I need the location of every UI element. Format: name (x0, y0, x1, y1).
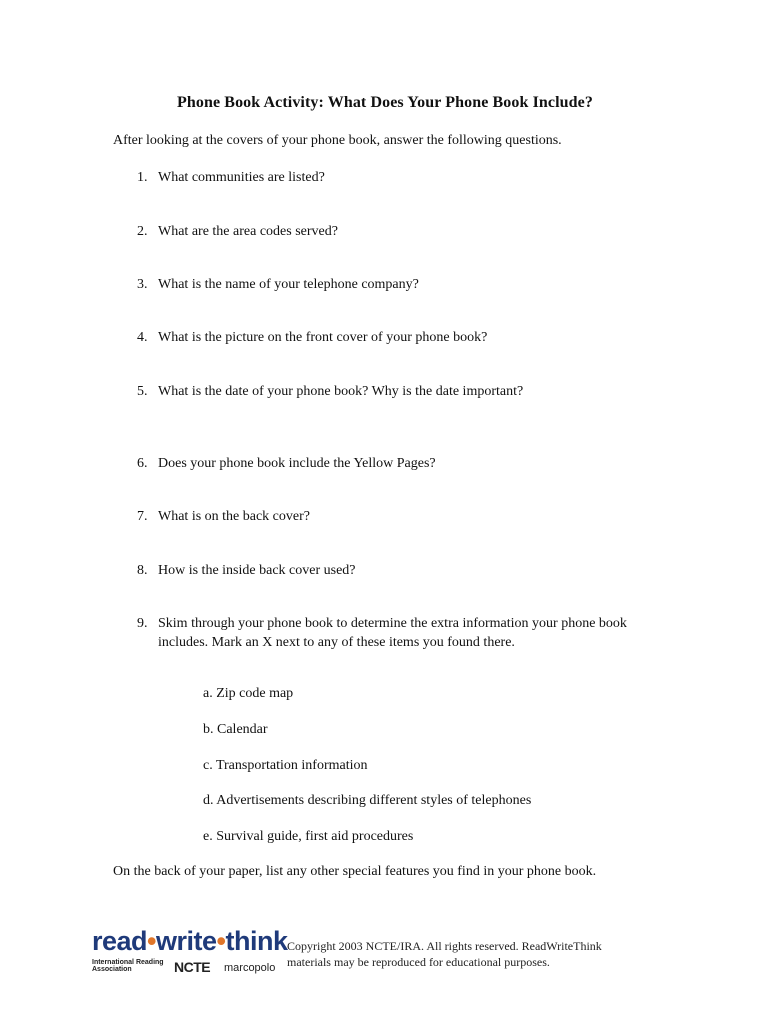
logo-separator: • (147, 926, 156, 956)
closing-instruction: On the back of your paper, list any other special features you find in your phone book. (113, 864, 597, 879)
logo-write: write (156, 926, 217, 956)
question-text: How is the inside back cover used? (158, 563, 356, 578)
logo-think: think (225, 926, 288, 956)
logo-separator: • (216, 926, 226, 956)
question-text: Skim through your phone book to determine the extra information your phone book includes. Mark an X next to any of these items you found there. (158, 616, 627, 650)
logo-read: read (92, 926, 148, 956)
ira-logo: International Reading Association (92, 959, 164, 973)
checklist-item: b. Calendar (203, 722, 268, 737)
question-text: What communities are listed? (158, 170, 325, 185)
ncte-logo: NCTE (174, 959, 211, 975)
question-number: 1. (137, 170, 148, 185)
question-text: What is the name of your telephone company? (158, 277, 419, 292)
logo-wordmark (92, 926, 287, 956)
question-number: 7. (137, 509, 148, 524)
intro-text: After looking at the covers of your phone book, answer the following questions. (113, 133, 562, 148)
checklist-item: a. Zip code map (203, 686, 294, 701)
page-title: Phone Book Activity: What Does Your Phone Book Include? (177, 94, 593, 111)
question-text: What is on the back cover? (158, 509, 310, 524)
question-number: 3. (137, 277, 148, 292)
question-number: 4. (137, 330, 148, 345)
checklist-item: c. Transportation information (203, 758, 368, 773)
question-text: Does your phone book include the Yellow Pages? (158, 456, 436, 471)
question-text: What is the picture on the front cover of your phone book? (158, 330, 488, 345)
readwritethink-logo (92, 926, 288, 986)
question-number: 2. (137, 224, 148, 239)
question-number: 9. (137, 616, 148, 631)
question-text: What are the area codes served? (158, 224, 338, 239)
question-number: 8. (137, 563, 148, 578)
marcopolo-logo: marcopolo (224, 962, 276, 974)
copyright-notice: Copyright 2003 NCTE/IRA. All rights reserved. ReadWriteThink materials may be reproduced for educational purposes. (287, 939, 602, 969)
question-number: 6. (137, 456, 148, 471)
question-number: 5. (137, 384, 148, 399)
question-text: What is the date of your phone book? Why is the date important? (158, 384, 524, 399)
checklist-item: d. Advertisements describing different styles of telephones (203, 793, 532, 808)
checklist-item: e. Survival guide, first aid procedures (203, 829, 414, 844)
